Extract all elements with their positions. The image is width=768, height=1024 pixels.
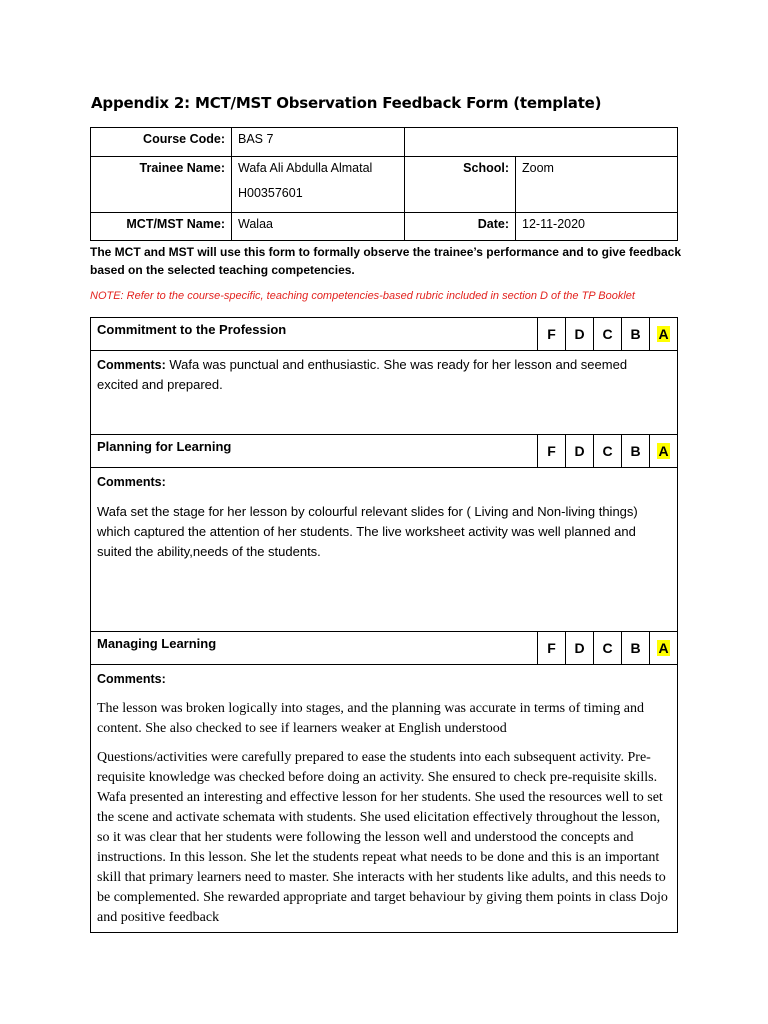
trainee-name-cell (232, 157, 405, 213)
comment-text: The lesson was broken logically into stages, and the planning was accurate in terms of timing and content. She also checked to see if learners weaker at English understood (97, 701, 645, 736)
trainee-name-label: Trainee Name: (91, 157, 232, 213)
date-value: 12-11-2020 (516, 213, 678, 241)
grade-c: C (594, 318, 622, 351)
grade-f: F (538, 435, 566, 468)
grade-f: F (538, 318, 566, 351)
trainee-id-value: H00357601 (238, 186, 303, 200)
form-title: Appendix 2: MCT/MST Observation Feedback Form (template) (91, 94, 602, 112)
grade-d: D (566, 318, 594, 351)
intro-text: The MCT and MST will use this form to formally observe the trainee’s performance and to give feedback based on the selected teaching competencies. (90, 245, 682, 277)
comment-cell (91, 351, 678, 435)
comments-label: Comments: (97, 358, 166, 372)
competency-header-row (91, 632, 678, 665)
comment-text: Questions/activities were carefully prepared to ease the students into each subsequent activity. Pre-requisite knowledge was checked before doing an activity. She ensured to check pre-requisite skills. Wafa presented an interesting and effective lesson for her students. She used the resources well to set the scene and activate schemata with students. She used elicitation effectively throughout the lesson, so it was clear that her students were following the lesson well and understood the concepts and instructions. In this lesson. She let the students repeat what needs to be done and this is an important skill that primary learners need to master. She interacts with her students like adults, and this needs to be complemented. She rewarded appropriate and target behaviour by giving them points in class Dojo and positive feedback (97, 750, 668, 925)
mst-name-value: Walaa (232, 213, 405, 241)
grade-d: D (566, 632, 594, 665)
school-value: Zoom (516, 157, 678, 213)
comment-text: Wafa was punctual and enthusiastic. She was ready for her lesson and seemed excited and prepared. (97, 357, 628, 392)
date-label: Date: (405, 213, 516, 241)
grade-b: B (622, 435, 650, 468)
competency-header-row (91, 435, 678, 468)
course-code-value: BAS 7 (232, 128, 405, 157)
trainee-info-table (90, 127, 678, 241)
competency-title: Planning for Learning (91, 435, 538, 468)
grade-a-selected: A (650, 435, 678, 468)
grade-a-selected: A (650, 632, 678, 665)
grade-f: F (538, 632, 566, 665)
grade-b: B (622, 318, 650, 351)
comments-label: Comments: (97, 475, 166, 489)
grade-a-selected: A (650, 318, 678, 351)
school-label: School: (405, 157, 516, 213)
competency-header-row (91, 318, 678, 351)
comments-label: Comments: (97, 672, 166, 686)
comment-text: Wafa set the stage for her lesson by colourful relevant slides for ( Living and Non-living things) which captured the attention of her students. The live worksheet activity was well planned and suited the ability,needs of the students. (97, 504, 638, 559)
comment-cell (91, 665, 678, 933)
grade-c: C (594, 632, 622, 665)
comment-row (91, 665, 678, 933)
competency-title: Commitment to the Profession (91, 318, 538, 351)
grade-b: B (622, 632, 650, 665)
comment-row (91, 468, 678, 632)
grade-d: D (566, 435, 594, 468)
competency-table (90, 317, 678, 933)
grade-c: C (594, 435, 622, 468)
mst-name-label: MCT/MST Name: (91, 213, 232, 241)
competency-title: Managing Learning (91, 632, 538, 665)
trainee-name-value: Wafa Ali Abdulla Almatal (238, 161, 373, 175)
course-code-label: Course Code: (91, 128, 232, 157)
comment-row (91, 351, 678, 435)
comment-cell (91, 468, 678, 632)
booklet-note: NOTE: Refer to the course-specific, teaching competencies-based rubric included in section D of the TP Booklet (90, 290, 635, 302)
